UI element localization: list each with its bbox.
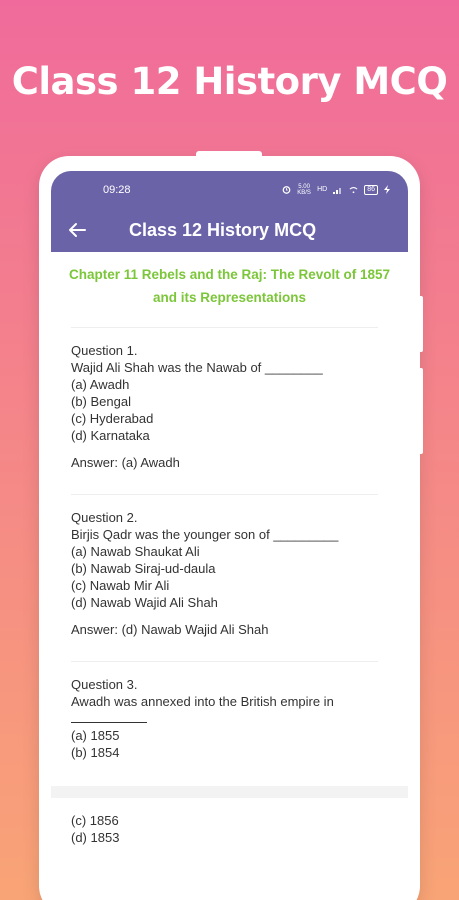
- option-b: (b) Nawab Siraj-ud-daula: [71, 561, 216, 576]
- question-card: [51, 662, 408, 786]
- question-text: Awadh was annexed into the British empire in: [71, 694, 334, 709]
- phone-screen: [51, 171, 408, 900]
- question-text: Birjis Qadr was the younger son of _________: [71, 527, 339, 542]
- option-a: (a) 1855: [71, 728, 120, 743]
- page-break: [51, 786, 408, 798]
- wifi-icon: [349, 186, 358, 194]
- option-c: (c) 1856: [71, 813, 119, 828]
- answer-blank: [71, 713, 147, 723]
- option-b: (b) 1854: [71, 745, 120, 760]
- status-icons: [282, 184, 390, 196]
- hd-icon: HD: [317, 186, 328, 193]
- app-bar-title: Class 12 History MCQ: [129, 219, 317, 240]
- option-c: (c) Hyderabad: [71, 411, 154, 426]
- app-bar: [51, 208, 408, 252]
- option-c: (c) Nawab Mir Ali: [71, 578, 170, 593]
- arrow-left-icon[interactable]: [67, 220, 87, 240]
- question-card: [51, 495, 408, 661]
- option-a: (a) Nawab Shaukat Ali: [71, 544, 200, 559]
- phone-speaker: [196, 151, 262, 156]
- question-number: Question 1.: [71, 343, 138, 358]
- data-speed-icon: 5.00 KB/S: [297, 183, 311, 196]
- option-a: (a) Awadh: [71, 377, 130, 392]
- question-number: Question 3.: [71, 677, 138, 692]
- option-b: (b) Bengal: [71, 394, 131, 409]
- signal-icon: [333, 186, 343, 194]
- question-card: [51, 328, 408, 494]
- question-number: Question 2.: [71, 510, 138, 525]
- status-time: 09:28: [103, 183, 131, 196]
- alarm-icon: [282, 185, 291, 194]
- answer-text: Answer: (a) Awadh: [71, 455, 180, 470]
- option-d: (d) 1853: [71, 830, 120, 845]
- chapter-title: Chapter 11 Rebels and the Raj: The Revolt of 1857 and its Representations: [68, 267, 391, 305]
- phone-frame: [39, 156, 420, 900]
- status-bar: [51, 171, 408, 208]
- option-d: (d) Karnataka: [71, 428, 150, 443]
- answer-text: Answer: (d) Nawab Wajid Ali Shah: [71, 622, 269, 637]
- question-card-continued: [51, 798, 408, 846]
- phone-side-button: [420, 368, 423, 454]
- charging-icon: [384, 185, 390, 194]
- phone-side-button: [420, 296, 423, 352]
- question-text: Wajid Ali Shah was the Nawab of ________: [71, 360, 323, 375]
- promo-headline: Class 12 History MCQ: [11, 60, 448, 103]
- option-d: (d) Nawab Wajid Ali Shah: [71, 595, 218, 610]
- battery-icon: 86: [364, 185, 378, 195]
